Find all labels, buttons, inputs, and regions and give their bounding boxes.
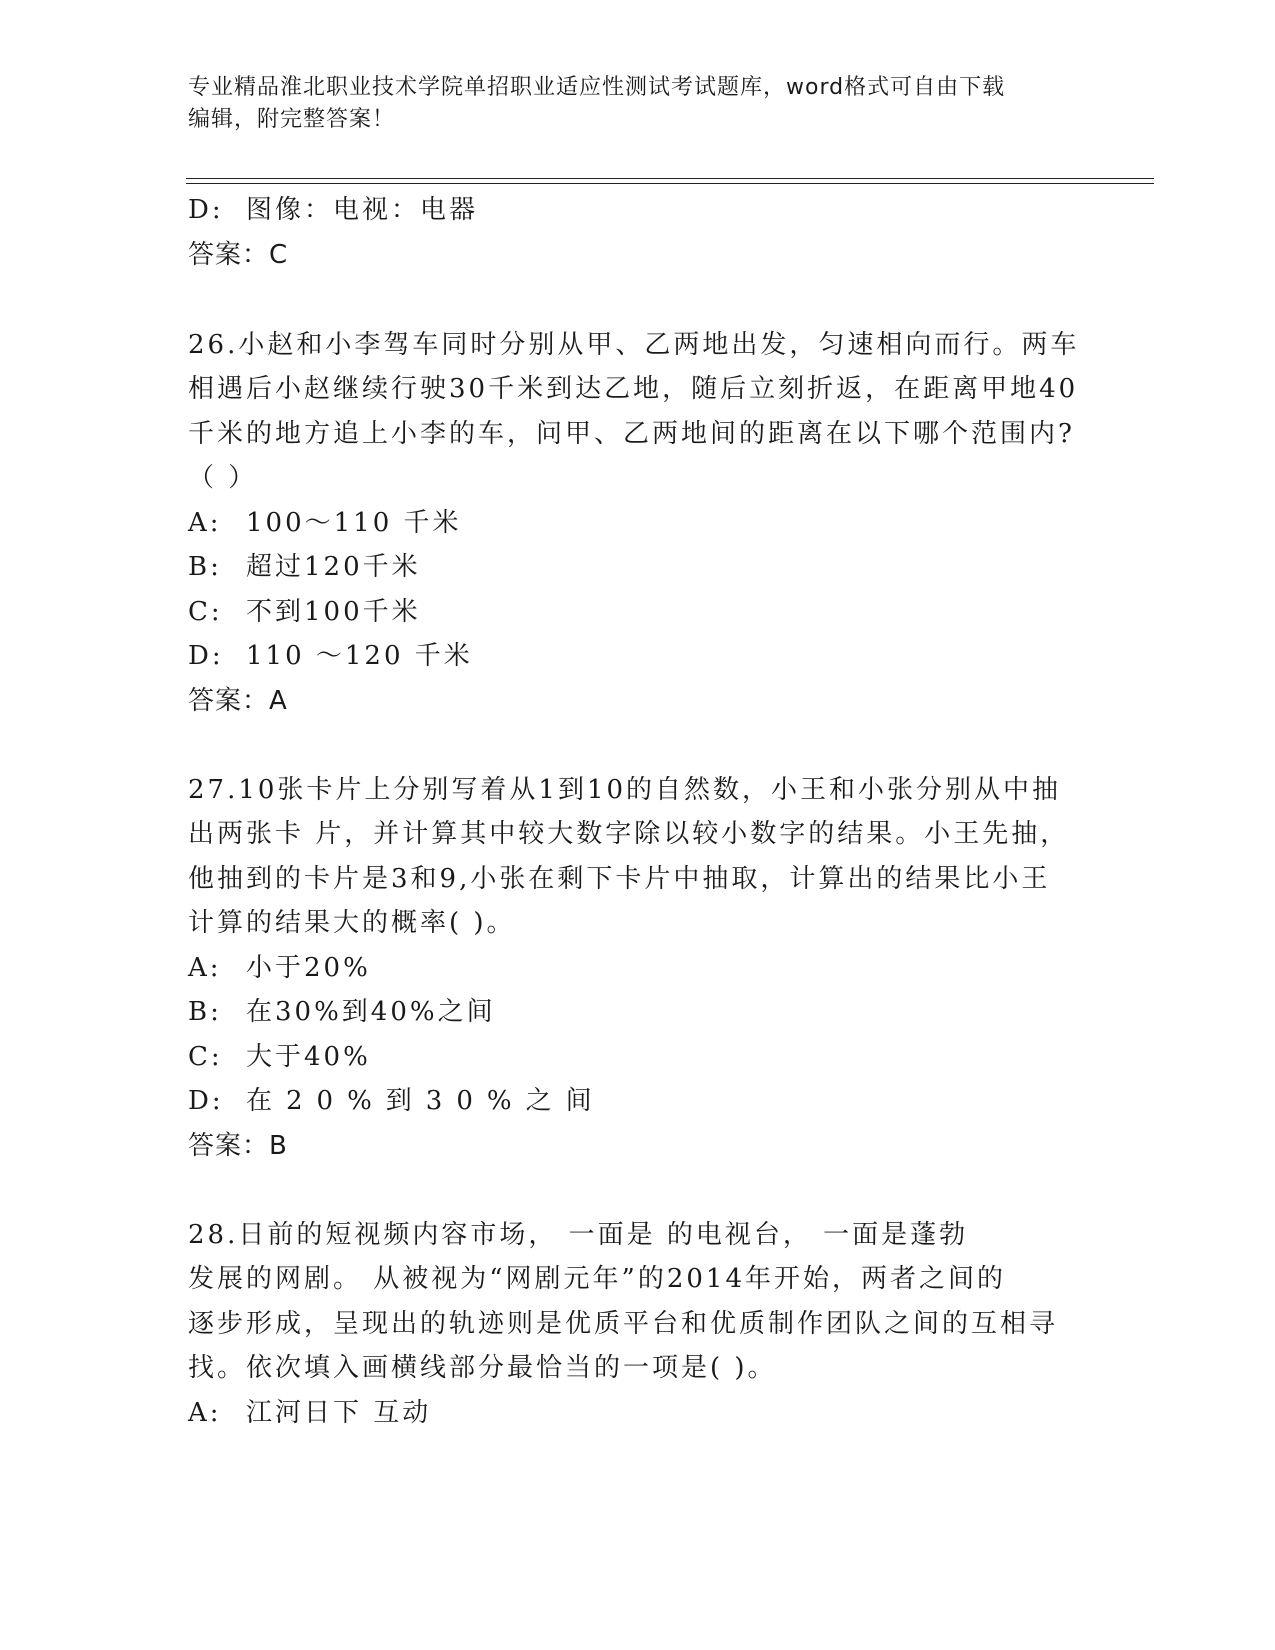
option-key: C: — [188, 1042, 223, 1072]
q26-line-3: 千米的地方追上小李的车，问甲、乙两地间的距离在以下哪个范围内? — [188, 419, 1075, 449]
q27-option-b — [188, 996, 496, 1028]
q27-line-1: 27.10张卡片上分别写着从1到10的自然数，小王和小张分别从中抽 — [188, 775, 1062, 805]
option-text: 不到100千米 — [246, 597, 421, 627]
q27-option-d — [188, 1085, 606, 1117]
q26-option-d — [188, 640, 473, 672]
option-text: 在30%到40%之间 — [246, 997, 496, 1027]
q26-line-2: 相遇后小赵继续行驶30千米到达乙地，随后立刻折返，在距离甲地40 — [188, 374, 1079, 404]
option-text: 在20%到30%之间 — [246, 1086, 606, 1116]
header-line-2: 编辑，附完整答案！ — [188, 107, 396, 132]
answer-prev: 答案：C — [188, 240, 289, 270]
header-divider-bottom — [186, 183, 1154, 184]
option-key: C: — [188, 597, 223, 627]
q26-line-4: （ ） — [188, 463, 258, 493]
q27-answer: 答案：B — [188, 1131, 288, 1161]
q27-option-a — [188, 952, 371, 984]
q27-option-c — [188, 1041, 371, 1073]
q26-line-1: 26.小赵和小李驾车同时分别从甲、乙两地出发，匀速相向而行。两车 — [188, 330, 1080, 360]
q28-line-1: 28.日前的短视频内容市场， 一面是 的电视台， 一面是蓬勃 — [188, 1220, 969, 1250]
option-text: 110 ～120 千米 — [246, 641, 473, 671]
q28-line-2: 发展的网剧。 从被视为“网剧元年”的2014年开始，两者之间的 — [188, 1264, 1007, 1294]
option-key: D: — [188, 1086, 224, 1116]
option-key: A: — [188, 1398, 222, 1428]
option-text: 大于40% — [246, 1042, 371, 1072]
q26-option-a — [188, 507, 462, 539]
q28-line-4: 找。依次填入画横线部分最恰当的一项是( )。 — [188, 1353, 777, 1383]
q27-line-2: 出两张卡 片，并计算其中较大数字除以较小数字的结果。小王先抽， — [188, 819, 1070, 849]
q27-line-3: 他抽到的卡片是3和9,小张在剩下卡片中抽取，计算出的结果比小王 — [188, 864, 1051, 894]
option-key: A: — [188, 508, 222, 538]
q28-option-a — [188, 1397, 431, 1429]
q26-answer: 答案：A — [188, 686, 288, 716]
page-header — [188, 72, 1068, 136]
option-text: 100～110 千米 — [246, 508, 462, 538]
option-d-prev — [188, 194, 478, 226]
option-key: B: — [188, 552, 222, 582]
q28-line-3: 逐步形成，呈现出的轨迹则是优质平台和优质制作团队之间的互相寻 — [188, 1309, 1059, 1339]
option-text: 小于20% — [246, 953, 371, 983]
q27-line-4: 计算的结果大的概率( )。 — [188, 908, 516, 938]
q26-option-c — [188, 596, 421, 628]
header-line-1: 专业精品淮北职业技术学院单招职业适应性测试考试题库，word格式可自由下载 — [188, 75, 1006, 100]
option-key: D: — [188, 641, 224, 671]
option-text: 图像：电视：电器 — [246, 195, 479, 225]
header-divider-top — [186, 178, 1154, 179]
option-key: D: — [188, 195, 224, 225]
option-key: B: — [188, 997, 222, 1027]
option-key: A: — [188, 953, 222, 983]
option-text: 超过120千米 — [246, 552, 421, 582]
q26-option-b — [188, 551, 421, 583]
option-text: 江河日下 互动 — [246, 1398, 432, 1428]
